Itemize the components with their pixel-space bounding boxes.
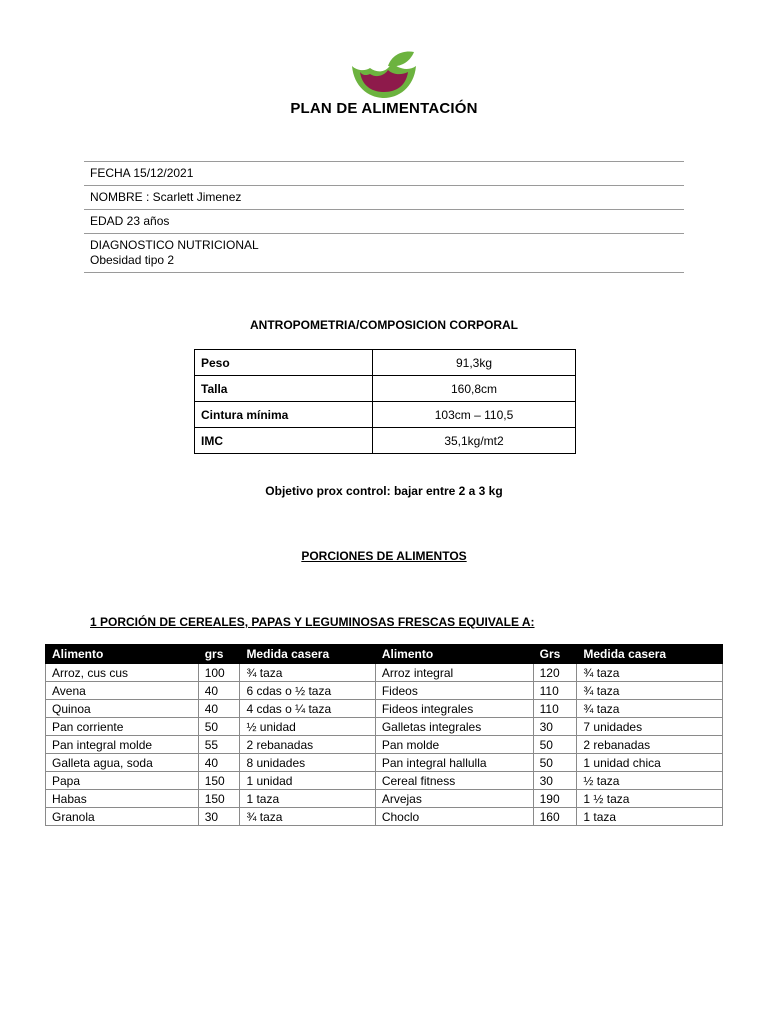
table-row	[46, 700, 723, 718]
anthro-value: 103cm – 110,5	[373, 402, 576, 428]
anthropometry-heading: ANTROPOMETRIA/COMPOSICION CORPORAL	[249, 318, 518, 332]
table-cell: 120	[533, 664, 577, 682]
table-cell: ¾ taza	[577, 700, 723, 718]
page-title: PLAN DE ALIMENTACIÓN	[290, 100, 478, 117]
table-cell: Avena	[46, 682, 199, 700]
table-cell: 1 unidad	[240, 772, 375, 790]
table-cell: 40	[198, 754, 240, 772]
column-header: Medida casera	[577, 645, 723, 664]
column-header: Medida casera	[240, 645, 375, 664]
salad-bowl-logo-icon	[348, 48, 420, 100]
anthro-value: 160,8cm	[373, 376, 576, 402]
table-cell: 30	[533, 718, 577, 736]
anthro-label: Cintura mínima	[195, 402, 373, 428]
table-cell: 50	[533, 754, 577, 772]
table-cell: 1 taza	[240, 790, 375, 808]
table-cell: 1 unidad chica	[577, 754, 723, 772]
table-row	[195, 376, 576, 402]
table-cell: Pan corriente	[46, 718, 199, 736]
table-cell: 7 unidades	[577, 718, 723, 736]
table-cell: 30	[198, 808, 240, 826]
edad-row: EDAD 23 años	[84, 209, 684, 233]
table-row	[46, 808, 723, 826]
column-header: Grs	[533, 645, 577, 664]
table-cell: 40	[198, 700, 240, 718]
table-row	[46, 736, 723, 754]
table-cell: ¾ taza	[577, 682, 723, 700]
table-cell: 190	[533, 790, 577, 808]
table-cell: Fideos	[375, 682, 533, 700]
table-cell: 160	[533, 808, 577, 826]
table-cell: 110	[533, 682, 577, 700]
table-row	[46, 664, 723, 682]
diagnostico-row	[84, 233, 684, 273]
fecha-row: FECHA 15/12/2021	[84, 161, 684, 185]
table-cell: 2 rebanadas	[577, 736, 723, 754]
table-cell: Cereal fitness	[375, 772, 533, 790]
table-cell: ¾ taza	[240, 664, 375, 682]
anthro-label: Talla	[195, 376, 373, 402]
table-cell: Pan molde	[375, 736, 533, 754]
table-row	[46, 772, 723, 790]
table-cell: 40	[198, 682, 240, 700]
table-cell: ½ unidad	[240, 718, 375, 736]
table-row	[46, 718, 723, 736]
table-cell: 2 rebanadas	[240, 736, 375, 754]
table-cell: Habas	[46, 790, 199, 808]
anthro-value: 35,1kg/mt2	[373, 428, 576, 454]
table-cell: 1 taza	[577, 808, 723, 826]
table-cell: Arroz integral	[375, 664, 533, 682]
anthropometry-table	[194, 349, 576, 454]
anthro-label: IMC	[195, 428, 373, 454]
column-header: Alimento	[375, 645, 533, 664]
table-cell: Fideos integrales	[375, 700, 533, 718]
table-cell: 100	[198, 664, 240, 682]
table-cell: Papa	[46, 772, 199, 790]
table-row	[46, 790, 723, 808]
table-cell: 1 ½ taza	[577, 790, 723, 808]
table-cell: 30	[533, 772, 577, 790]
table-cell: Arroz, cus cus	[46, 664, 199, 682]
table-cell: 150	[198, 772, 240, 790]
column-header: Alimento	[46, 645, 199, 664]
portions-subheading: 1 PORCIÓN DE CEREALES, PAPAS Y LEGUMINOSAS FRESCAS EQUIVALE A:	[90, 615, 535, 629]
table-cell: ¾ taza	[577, 664, 723, 682]
anthro-value: 91,3kg	[373, 350, 576, 376]
table-cell: Granola	[46, 808, 199, 826]
table-row	[195, 428, 576, 454]
table-cell: 110	[533, 700, 577, 718]
diagnostico-label: DIAGNOSTICO NUTRICIONAL	[90, 238, 259, 252]
column-header: grs	[198, 645, 240, 664]
table-cell: Quinoa	[46, 700, 199, 718]
table-cell: Galleta agua, soda	[46, 754, 199, 772]
patient-info	[84, 161, 684, 273]
table-cell: Arvejas	[375, 790, 533, 808]
table-row	[46, 754, 723, 772]
table-row	[195, 402, 576, 428]
table-cell: 50	[198, 718, 240, 736]
table-header-row	[46, 645, 723, 664]
portions-body	[46, 664, 723, 826]
table-cell: Choclo	[375, 808, 533, 826]
table-cell: ¾ taza	[240, 808, 375, 826]
table-cell: Pan integral molde	[46, 736, 199, 754]
portions-table	[45, 644, 723, 826]
table-row	[46, 682, 723, 700]
diagnostico-value: Obesidad tipo 2	[90, 253, 175, 267]
table-cell: 150	[198, 790, 240, 808]
table-cell: Galletas integrales	[375, 718, 533, 736]
objective-text: Objetivo prox control: bajar entre 2 a 3 kg	[265, 484, 503, 498]
nombre-row: NOMBRE : Scarlett Jimenez	[84, 185, 684, 209]
table-cell: 50	[533, 736, 577, 754]
table-cell: Pan integral hallulla	[375, 754, 533, 772]
table-cell: 6 cdas o ½ taza	[240, 682, 375, 700]
table-cell: 55	[198, 736, 240, 754]
table-cell: ½ taza	[577, 772, 723, 790]
portions-heading: PORCIONES DE ALIMENTOS	[301, 549, 467, 563]
anthro-label: Peso	[195, 350, 373, 376]
table-cell: 8 unidades	[240, 754, 375, 772]
table-row	[195, 350, 576, 376]
table-cell: 4 cdas o ¼ taza	[240, 700, 375, 718]
